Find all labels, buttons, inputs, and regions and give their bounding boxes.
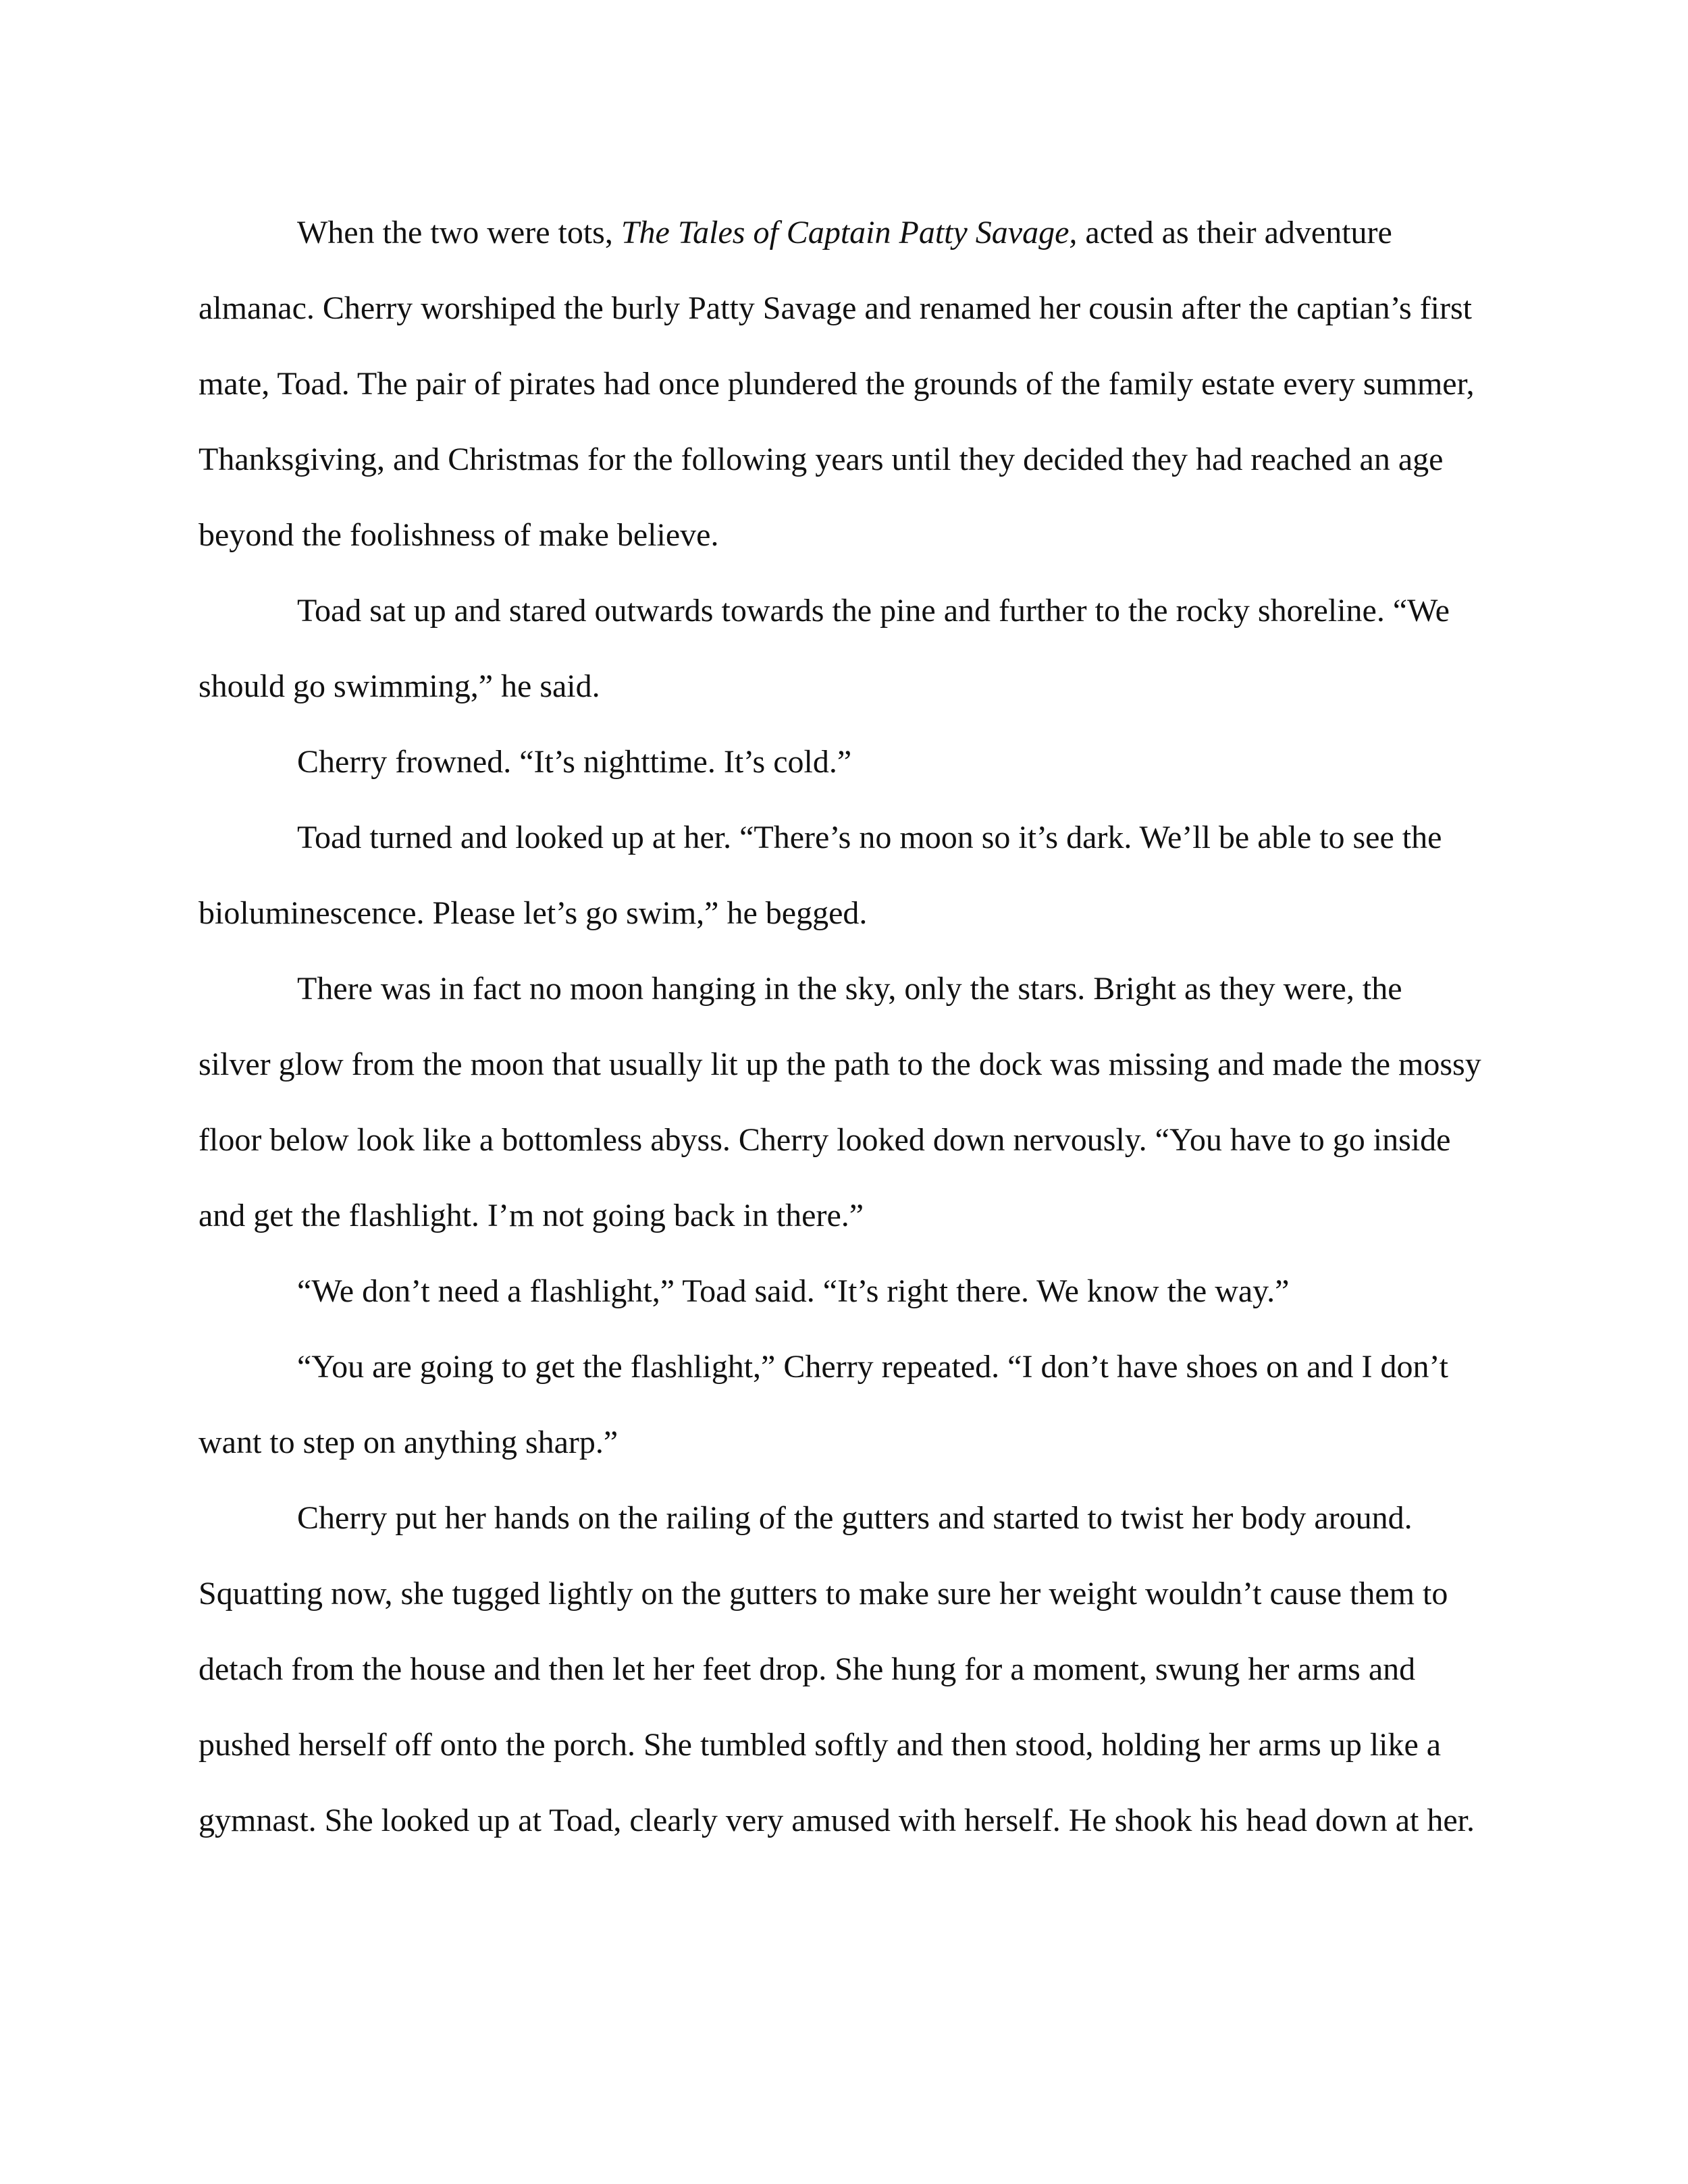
paragraph-6: “We don’t need a flashlight,” Toad said. “It’s right there. We know the way.” (297, 1273, 1290, 1309)
paragraph-8: Cherry put her hands on the railing of the gutters and started to twist her body around. Squatting now, she tugged lightly on the gutters to make sure her weight wouldn’t cause them to detach from the house and then let her feet drop. She hung for a moment, swung her arms and pushed herself off onto the porch. She tumbled softly and then stood, holding her arms up like a gymnast. She looked up at Toad, clearly very amused with herself. He shook his head down at her. (199, 1500, 1475, 1838)
body-text (199, 195, 1481, 1859)
paragraph-2: Toad sat up and stared outwards towards the pine and further to the rocky shoreline. “We should go swimming,” he said. (199, 593, 1450, 704)
paragraph-3: Cherry frowned. “It’s nighttime. It’s cold.” (297, 744, 852, 780)
paragraph-1 (199, 195, 1481, 573)
paragraph-7: “You are going to get the flashlight,” Cherry repeated. “I don’t have shoes on and I don’t want to step on anything sharp.” (199, 1349, 1448, 1460)
paragraph-1-rest: acted as their adventure almanac. Cherry worshiped the burly Patty Savage and renamed her cousin after the captian’s first mate, Toad. The pair of pirates had once plundered the grounds of the family estate every summer, Thanksgiving, and Christmas for the following years until they decided they had reached an age beyond the foolishness of make believe. (199, 215, 1475, 553)
book-title: The Tales of Captain Patty Savage, (621, 215, 1078, 250)
paragraph-1-lead: When the two were tots, (297, 215, 621, 250)
paragraph-5: There was in fact no moon hanging in the sky, only the stars. Bright as they were, the silver glow from the moon that usually lit up the path to the dock was missing and made the mossy floor below look like a bottomless abyss. Cherry looked down nervously. “You have to go inside and get the flashlight. I’m not going back in there.” (199, 971, 1481, 1233)
paragraph-4: Toad turned and looked up at her. “There’s no moon so it’s dark. We’ll be able to see the bioluminescence. Please let’s go swim,” he begged. (199, 820, 1442, 931)
